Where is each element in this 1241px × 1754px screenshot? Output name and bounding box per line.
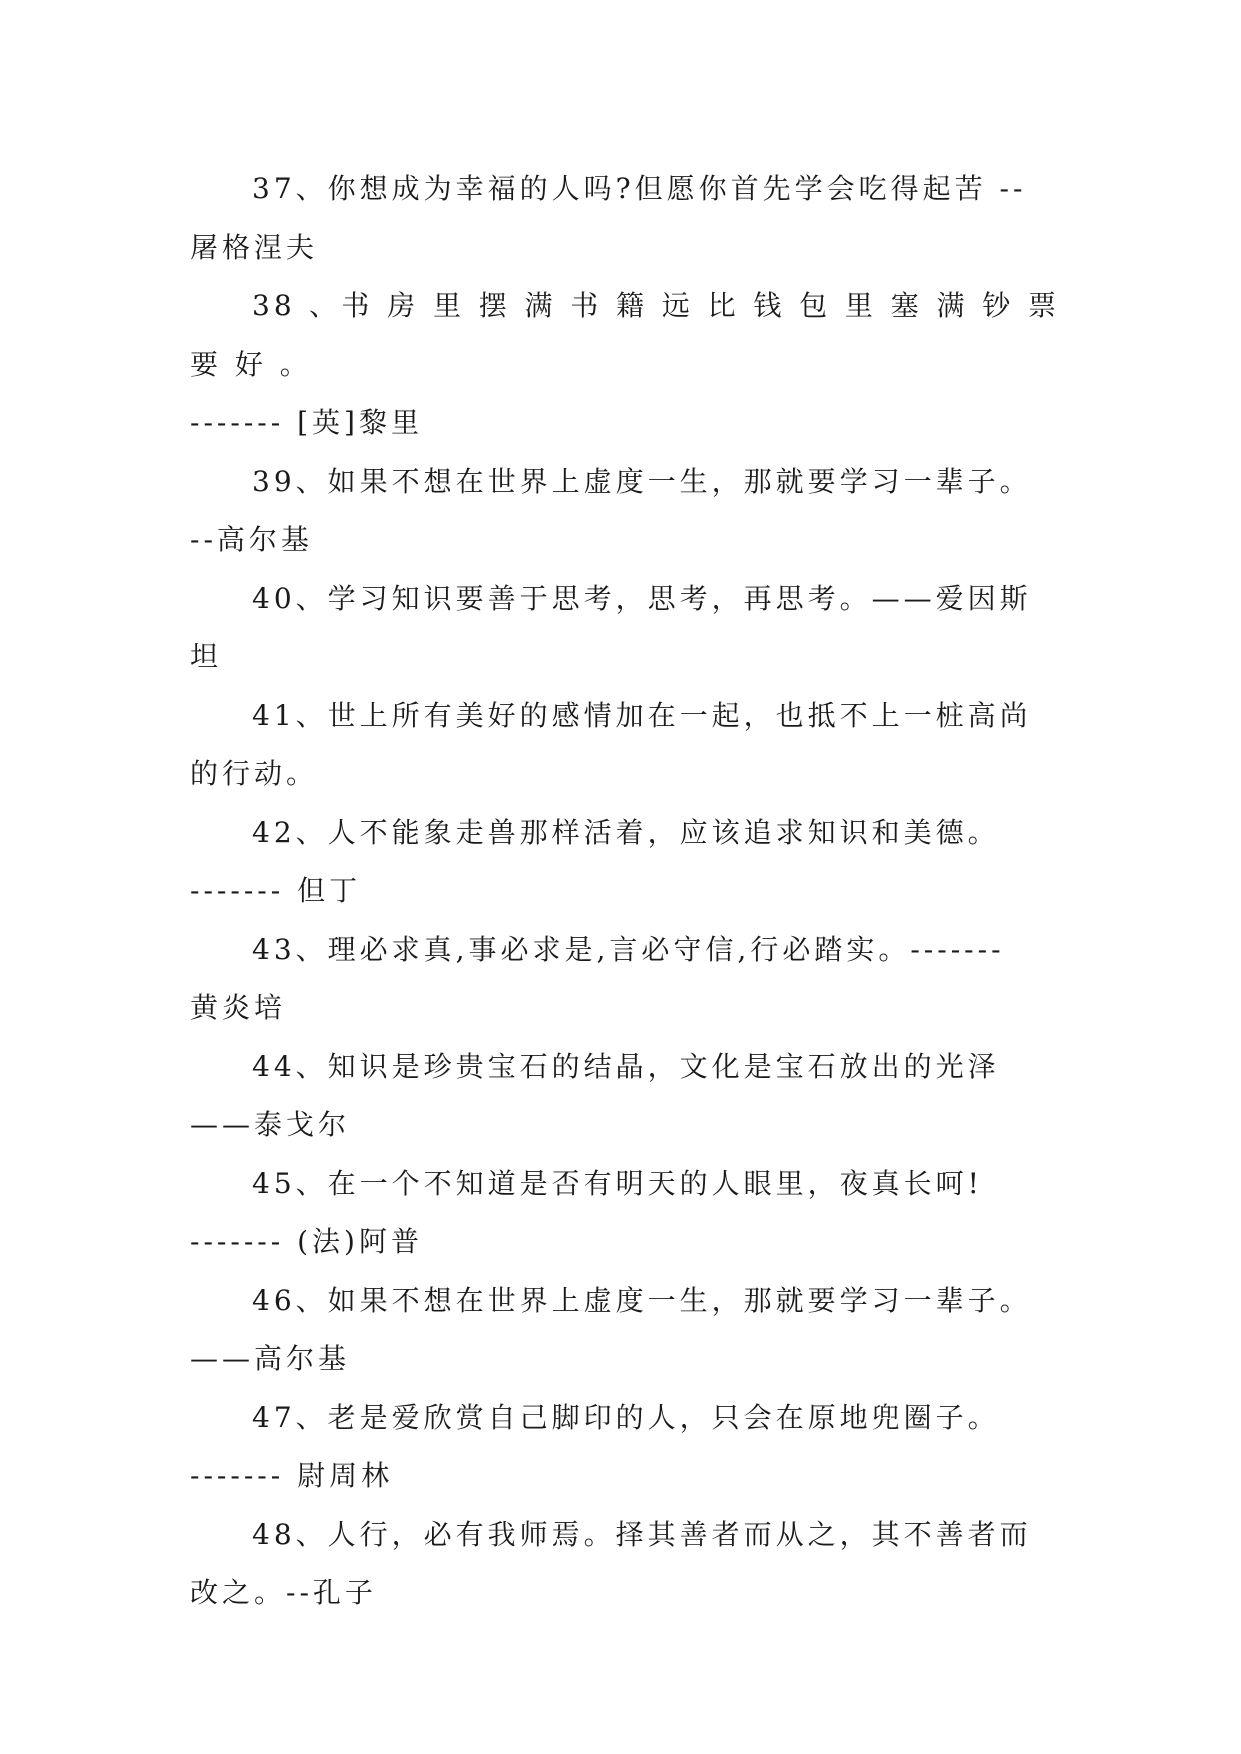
quote-text: 45、在一个不知道是否有明天的人眼里，夜真长呵! xyxy=(252,1166,983,1200)
quote-43 xyxy=(190,921,1060,1038)
quote-text: 42、人不能象走兽那样活着，应该追求知识和美德。 xyxy=(252,815,1000,849)
quote-author: ------- 尉周林 xyxy=(190,1459,394,1492)
quote-text: 44、知识是珍贵宝石的结晶，文化是宝石放出的光泽 xyxy=(252,1049,1000,1083)
quote-37 xyxy=(190,160,1060,277)
quote-author: ——高尔基 xyxy=(190,1342,351,1375)
quote-author: ------- [英]黎里 xyxy=(190,406,423,439)
quote-author: 黄炎培 xyxy=(190,991,287,1024)
quote-38 xyxy=(190,277,1073,453)
quote-text: 41、世上所有美好的感情加在一起，也抵不上一桩高尚 xyxy=(252,698,1032,732)
quote-42 xyxy=(190,804,1060,921)
quote-40 xyxy=(190,570,1060,687)
quote-author: 坦 xyxy=(190,640,223,673)
quote-text: 37、你想成为幸福的人吗?但愿你首先学会吃得起苦 -- xyxy=(252,172,1027,205)
quote-author: ------- (法)阿普 xyxy=(190,1225,423,1258)
quote-41 xyxy=(190,687,1060,804)
quote-text: 38 、书 房 里 摆 满 书 籍 远 比 钱 包 里 塞 满 钞 票 要 好 。 xyxy=(190,289,1073,381)
quote-45 xyxy=(190,1155,1060,1272)
quote-text: 39、如果不想在世界上虚度一生，那就要学习一辈子。 xyxy=(252,464,1032,498)
quote-text: 40、学习知识要善于思考，思考，再思考。——爱因斯 xyxy=(252,581,1032,615)
quote-author: 屠格涅夫 xyxy=(190,230,319,264)
quote-text: 46、如果不想在世界上虚度一生，那就要学习一辈子。 xyxy=(252,1283,1032,1317)
quote-author: ——泰戈尔 xyxy=(190,1108,351,1141)
quote-46 xyxy=(190,1272,1060,1389)
quote-48 xyxy=(190,1506,1060,1623)
quote-author: 的行动。 xyxy=(190,757,319,790)
quote-list xyxy=(190,160,1073,1623)
quote-text: 43、理必求真,事必求是,言必守信,行必踏实。------- xyxy=(252,932,1005,966)
quote-39 xyxy=(190,453,1060,570)
quote-author: ------- 但丁 xyxy=(190,874,362,907)
quote-author: --高尔基 xyxy=(190,523,313,556)
quote-44 xyxy=(190,1038,1060,1155)
quote-text: 47、老是爱欣赏自己脚印的人，只会在原地兜圈子。 xyxy=(252,1400,1000,1434)
quote-author: 改之。--孔子 xyxy=(190,1576,377,1609)
quote-47 xyxy=(190,1389,1060,1506)
quote-text: 48、人行，必有我师焉。择其善者而从之，其不善者而 xyxy=(252,1517,1032,1551)
